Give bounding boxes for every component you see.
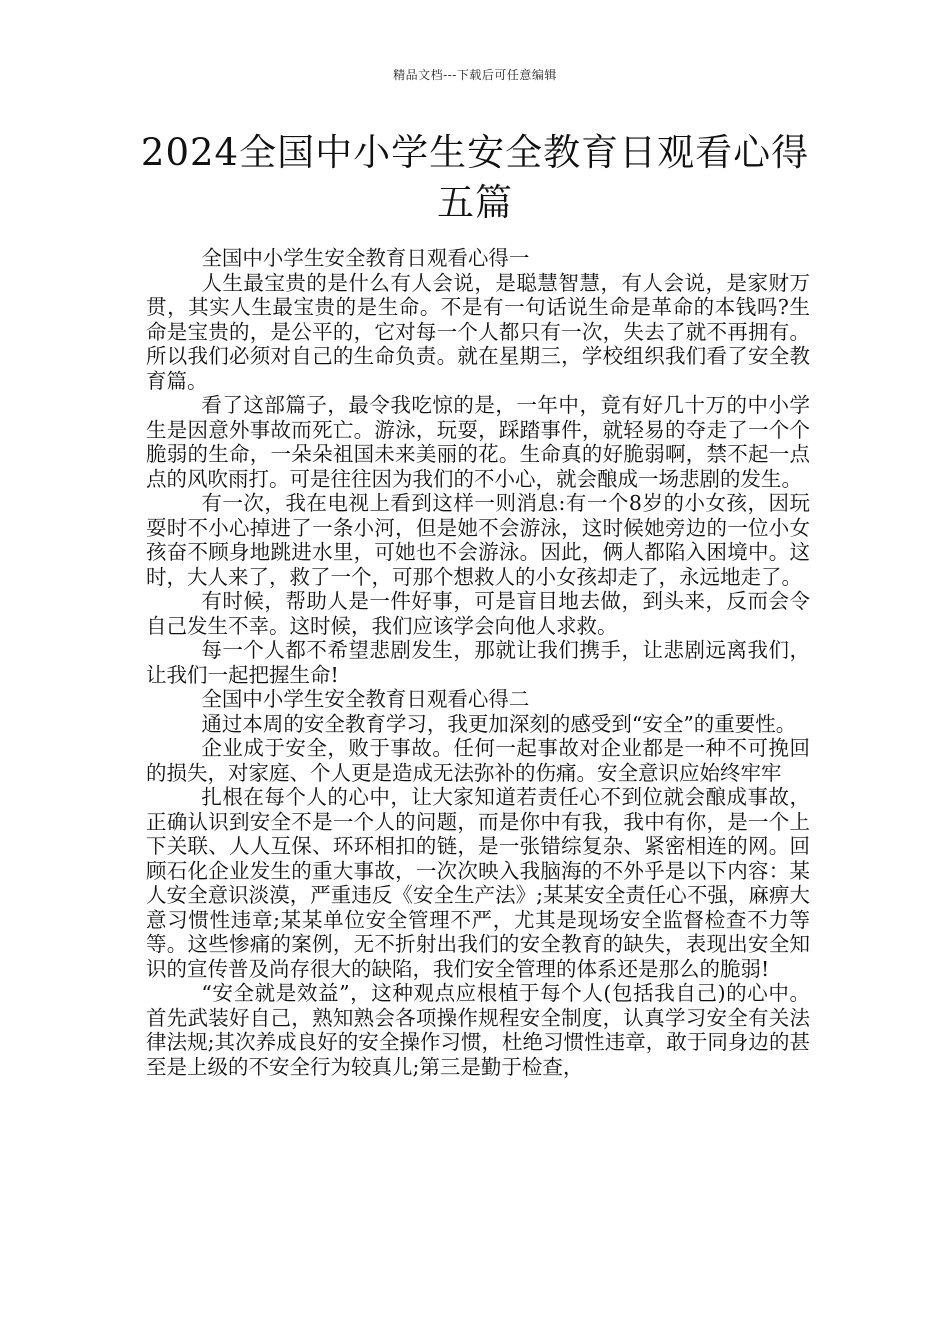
- paragraph: 企业成于安全，败于事故。任何一起事故对企业都是一种不可挽回的损失，对家庭、个人更是造成无法弥补的伤痛。安全意识应始终牢牢: [146, 736, 810, 785]
- paragraph: 看了这部篇子，最令我吃惊的是，一年中，竟有好几十万的中小学生是因意外事故而死亡。游泳，玩耍，踩踏事件，就轻易的夺走了一个个脆弱的生命，一朵朵祖国未来美丽的花。生命真的好脆弱啊，禁不起一点点的风吹雨打。可是往往因为我们的不小心，就会酿成一场悲剧的发生。: [146, 393, 810, 491]
- section-heading-2: 全国中小学生安全教育日观看心得二: [201, 687, 530, 711]
- document-body: [146, 246, 810, 1079]
- document-title: 2024全国中小学生安全教育日观看心得五篇: [140, 131, 810, 224]
- page-header: 精品文档---下载后可任意编辑: [393, 68, 557, 82]
- paragraph: 人生最宝贵的是什么有人会说，是聪慧智慧，有人会说，是家财万贯，其实人生最宝贵的是生命。不是有一句话说生命是革命的本钱吗?生命是宝贵的，是公平的，它对每一个人都只有一次，失去了就不再拥有。所以我们必须对自己的生命负责。就在星期三，学校组织我们看了安全教育篇。: [146, 270, 810, 393]
- paragraph: 扎根在每个人的心中，让大家知道若责任心不到位就会酿成事故，正确认识到安全不是一个人的问题，而是你中有我，我中有你，是一个上下关联、人人互保、环环相扣的链，是一张错综复杂、紧密相连的网。回顾石化企业发生的重大事故，一次次映入我脑海的不外乎是以下内容：某人安全意识淡漠，严重违反《安全生产法》;某某安全责任心不强，麻痹大意习惯性违章;某某单位安全管理不严，尤其是现场安全监督检查不力等等。这些惨痛的案例，无不折射出我们的安全教育的缺失，表现出安全知识的宣传普及尚存很大的缺陷，我们安全管理的体系还是那么的脆弱!: [146, 785, 810, 981]
- paragraph: 每一个人都不希望悲剧发生，那就让我们携手，让悲剧远离我们，让我们一起把握生命!: [146, 638, 810, 687]
- section-heading-1: 全国中小学生安全教育日观看心得一: [201, 246, 530, 270]
- paragraph: 有时候，帮助人是一件好事，可是盲目地去做，到头来，反而会令自己发生不幸。这时候，我们应该学会向他人求救。: [146, 589, 810, 638]
- paragraph: “安全就是效益”，这种观点应根植于每个人(包括我自己)的心中。首先武装好自己，熟知熟会各项操作规程安全制度，认真学习安全有关法律法规;其次养成良好的安全操作习惯，杜绝习惯性违章，敢于同身边的甚至是上级的不安全行为较真儿;第三是勤于检查，: [146, 981, 810, 1079]
- paragraph: 有一次，我在电视上看到这样一则消息:有一个8岁的小女孩，因玩耍时不小心掉进了一条小河，但是她不会游泳，这时候她旁边的一位小女孩奋不顾身地跳进水里，可她也不会游泳。因此，俩人都陷入困境中。这时，大人来了，救了一个，可那个想救人的小女孩却走了，永远地走了。: [146, 491, 810, 589]
- paragraph: 通过本周的安全教育学习，我更加深刻的感受到“安全”的重要性。: [201, 711, 797, 736]
